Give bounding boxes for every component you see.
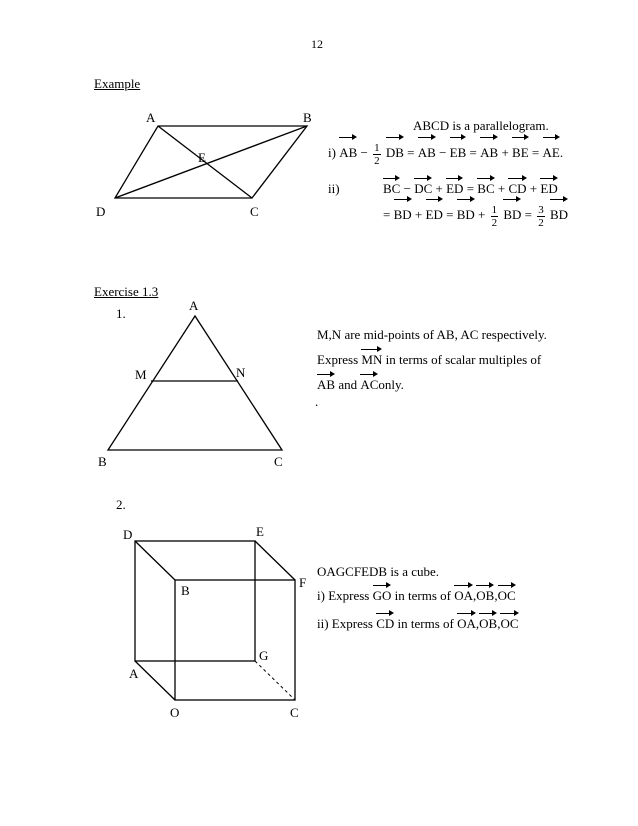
q1-label-n: N <box>236 365 246 380</box>
diagonal-bd <box>115 126 307 198</box>
example-part-i: i) AB − $\frac{1}{2}$ DB = AB − EB = AB + BE = AE. <box>328 141 564 167</box>
example-part-ii-label: ii) <box>328 181 340 196</box>
cube-figure <box>135 541 295 700</box>
q2-label-g: G <box>259 648 269 663</box>
q2-label-b: B <box>181 583 190 598</box>
q1-label-m: M <box>135 367 147 382</box>
q2-label-a: A <box>129 666 139 681</box>
q1-label-b: B <box>98 454 107 469</box>
example-statement: ABCD is a parallelogram. <box>413 118 549 133</box>
q2-part-ii: ii) Express CD in terms of OA,OB,OC <box>317 616 519 631</box>
label-a: A <box>146 110 156 125</box>
label-b: B <box>303 110 312 125</box>
label-e: E <box>198 150 206 165</box>
label-d: D <box>96 204 106 219</box>
q2-label-f: F <box>299 575 307 590</box>
q1-dot: . <box>315 394 319 409</box>
q2-label-e: E <box>256 524 264 539</box>
page-number: 12 <box>311 37 323 51</box>
q1-label-c: C <box>274 454 283 469</box>
triangle-outline <box>108 316 282 450</box>
q2-label-c: C <box>290 705 299 720</box>
q1-number: 1. <box>116 306 126 321</box>
q2-number: 2. <box>116 497 126 512</box>
q1-line3: AB and AConly. <box>317 377 404 392</box>
example-heading: Example <box>94 76 141 91</box>
q2-label-o: O <box>170 705 180 720</box>
q2-label-d: D <box>123 527 133 542</box>
exercise-heading: Exercise 1.3 <box>94 284 159 299</box>
label-c: C <box>250 204 259 219</box>
q1-label-a: A <box>189 298 199 313</box>
q2-statement: OAGCFEDB is a cube. <box>317 564 440 579</box>
example-part-ii-line2: = BD + ED = BD + $\frac{1}{2}$ BD = $\frac{3}{2}$ BD <box>383 203 569 229</box>
q1-line1: M,N are mid-points of AB, AC respectively. <box>317 327 547 342</box>
q1-line2: Express MN in terms of scalar multiples of <box>317 352 542 367</box>
example-part-ii-line1: BC − DC + ED = BC + CD + ED <box>383 181 558 196</box>
q2-part-i: i) Express GO in terms of OA,OB,OC <box>317 588 516 603</box>
